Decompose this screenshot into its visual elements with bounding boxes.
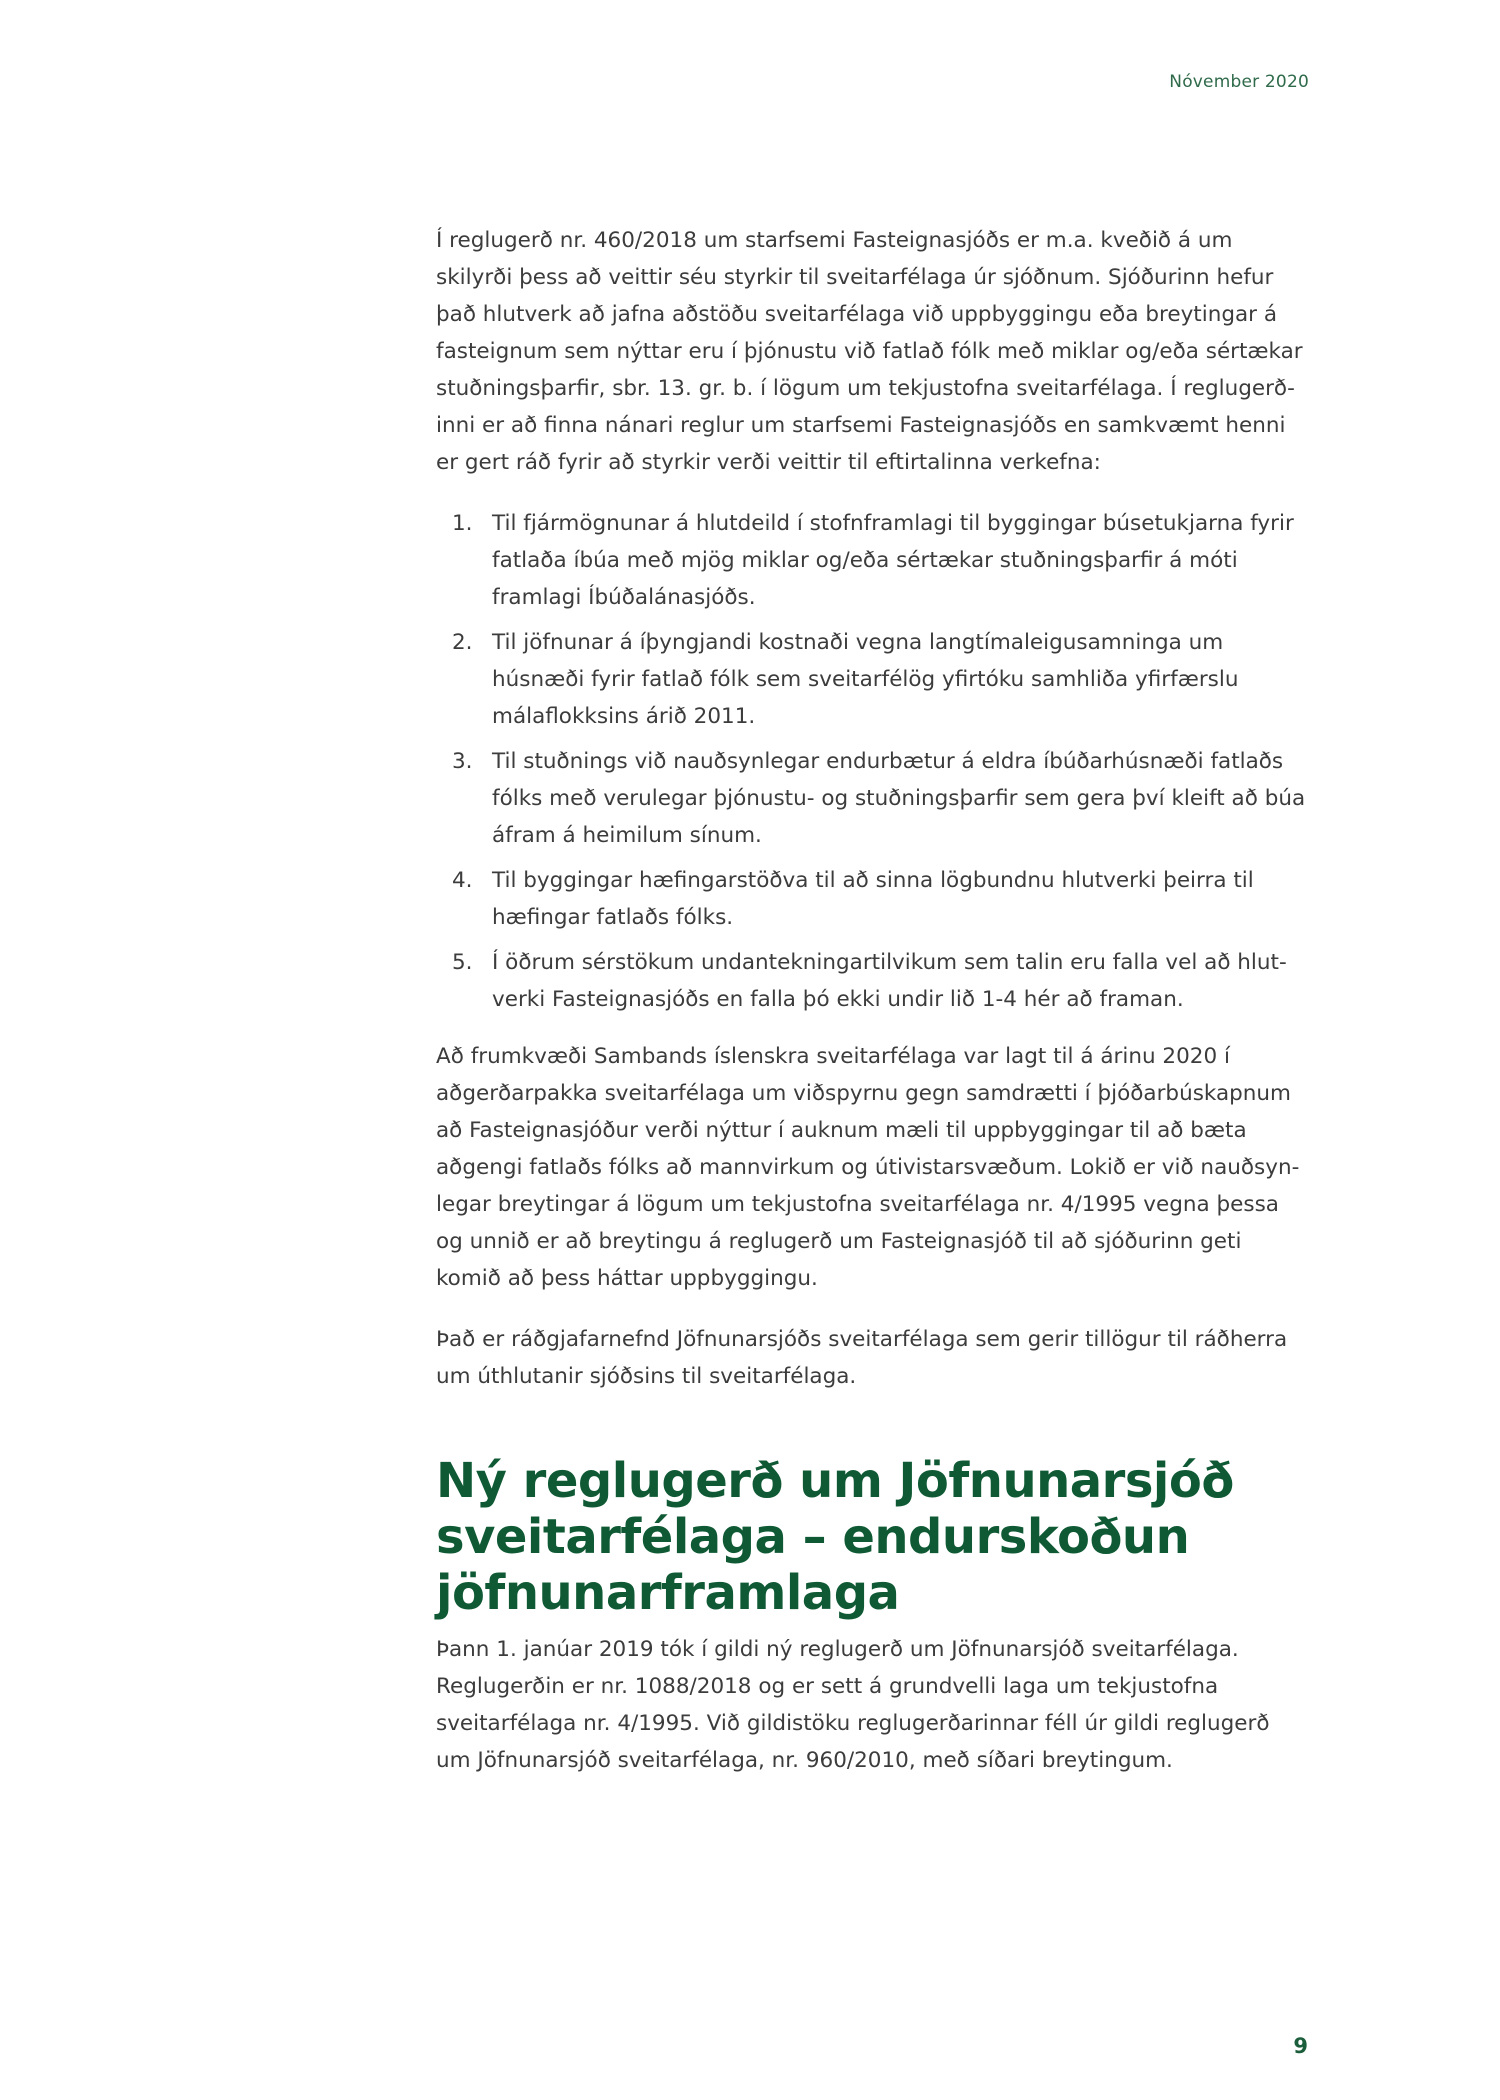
committee-paragraph: Það er ráðgjafarnefnd Jöfnunarsjóðs sveitarfélaga sem gerir tillögur til ráðherra um úthlutanir sjóðsins til sveitarfélaga. [436,1327,1288,1389]
list-item-number: 4. [452,868,473,893]
intro-paragraph: Í reglugerð nr. 460/2018 um starfsemi Fasteignasjóðs er m.a. kveðið á um skilyrði þess að veittir séu styrkir til sveitarfélaga úr sjóðnum. Sjóðurinn hefur það hlutverk að jafna aðstöðu sveitarfélaga við uppbyggingu eða breytingar á fasteignum sem nýttar eru í þjónustu við fatlað fólk með miklar og/eða sértækar stuðningsþarfir, sbr. 13. gr. b. í lögum um tekjustofna sveitarfélaga. Í reglugerðinni er að finna nánari reglur um starfsemi Fasteignasjóðs en samkvæmt henni er gert ráð fyrir að styrkir verði veittir til eftirtalinna verkefna: [436,228,1303,475]
list-item-text: Í öðrum sérstökum undantekningartilvikum sem talin eru falla vel að hlutverki Fasteignasjóðs en falla þó ekki undir lið 1-4 hér að framan. [492,950,1287,1012]
task-list [436,505,1308,1018]
list-item-number: 5. [452,950,473,975]
list-item-number: 3. [452,749,473,774]
initiative-paragraph: Að frumkvæði Sambands íslenskra sveitarfélaga var lagt til á árinu 2020 í aðgerðarpakka sveitarfélaga um viðspyrnu gegn samdrætti í þjóðarbúskapnum að Fasteignasjóður verði nýttur í auknum mæli til uppbyggingar til að bæta aðgengi fatlaðs fólks að mannvirkum og útivistarsvæðum. Lokið er við nauðsynlegar breytingar á lögum um tekjustofna sveitarfélaga nr. 4/1995 vegna þessa og unnið er að breytingu á reglugerð um Fasteignasjóð til að sjóðurinn geti komið að þess háttar uppbyggingu. [436,1044,1300,1291]
list-item-number: 1. [452,511,473,536]
section-paragraph: Þann 1. janúar 2019 tók í gildi ný reglugerð um Jöfnunarsjóð sveitarfélaga. Reglugerðin er nr. 1088/2018 og er sett á grundvelli laga um tekjustofna sveitarfélaga nr. 4/1995. Við gildistöku reglugerðarinnar féll úr gildi reglugerð um Jöfnunarsjóð sveitarfélaga, nr. 960/2010, með síðari breytingum. [436,1637,1270,1773]
list-item [436,862,1308,936]
list-item-text: Til byggingar hæfingarstöðva til að sinna lögbundnu hlutverki þeirra til hæfingar fatlaðs fólks. [492,868,1254,930]
list-item-text: Til jöfnunar á íþyngjandi kostnaði vegna langtímaleigusamninga um húsnæði fyrir fatlað fólk sem sveitarfélög yfirtóku samhliða yfirfærslu málaflokksins árið 2011. [492,630,1239,729]
page-content [436,222,1308,1803]
header-date: Nóvember 2020 [1169,72,1309,92]
list-item [436,944,1308,1018]
list-item-text: Til stuðnings við nauðsynlegar endurbætur á eldra íbúðarhúsnæði fatlaðs fólks með verulegar þjónustu- og stuðningsþarfir sem gera því kleift að búa áfram á heimilum sínum. [492,749,1306,848]
list-item [436,505,1308,616]
section-heading-line: jöfnunarframlaga [436,1565,900,1621]
page-number: 9 [1293,2034,1308,2058]
section-heading [436,1453,1308,1621]
list-item-text: Til fjármögnunar á hlutdeild í stofnframlagi til byggingar búsetukjarna fyrir fatlaða íbúa með mjög miklar og/eða sértækar stuðningsþarfir á móti framlagi Íbúðalánasjóðs. [492,511,1294,610]
list-item [436,624,1308,735]
list-item [436,743,1308,854]
section-heading-line: sveitarfélaga – endurskoðun [436,1509,1190,1565]
section-heading-line: Ný reglugerð um Jöfnunarsjóð [436,1453,1234,1509]
list-item-number: 2. [452,630,473,655]
